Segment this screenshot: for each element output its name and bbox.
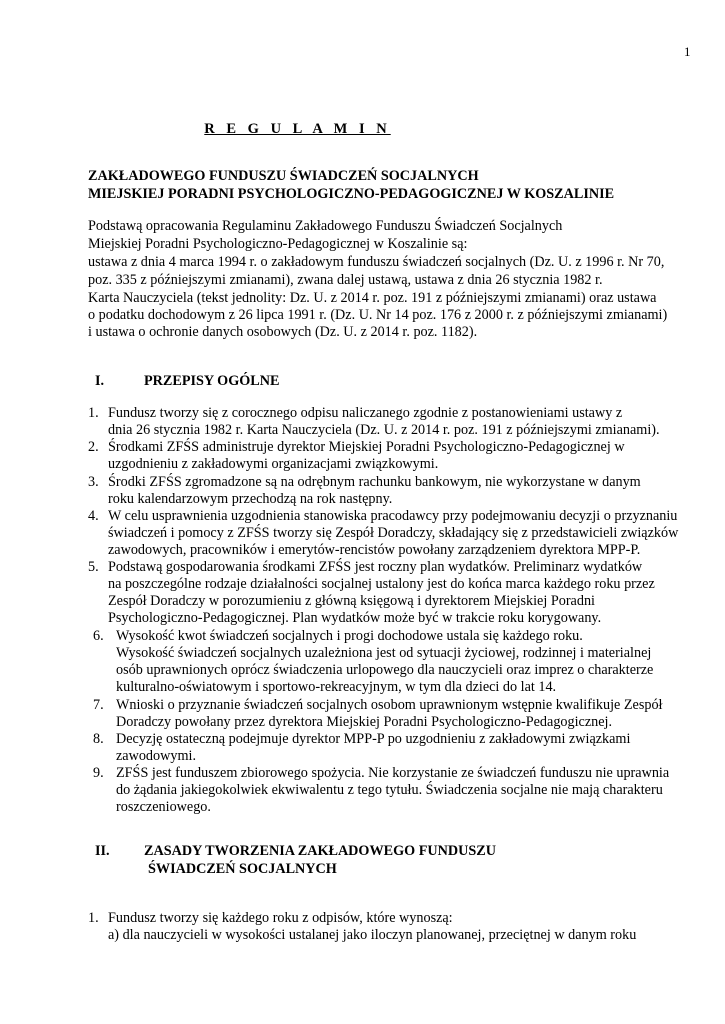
list-item-number: 1.: [88, 405, 99, 421]
intro-line: Karta Nauczyciela (tekst jednolity: Dz. U. z 2014 r. poz. 191 z późniejszymi zmianami) oraz ustawa: [88, 290, 657, 306]
list-item-text: Podstawą gospodarowania środkami ZFŚS jest roczny plan wydatków. Preliminarz wydatków: [108, 559, 643, 575]
list-item-text: ZFŚS jest funduszem zbiorowego spożycia. Nie korzystanie ze świadczeń funduszu nie uprawnia: [116, 765, 670, 781]
list-item-number: 1.: [88, 910, 99, 926]
list-item-text: Fundusz tworzy się każdego roku z odpisów, które wynoszą:: [108, 910, 453, 926]
section-2-title: ŚWIADCZEŃ SOCJALNYCH: [148, 861, 337, 877]
section-1-number: I.: [95, 373, 105, 389]
intro-line: i ustawa o ochronie danych osobowych (Dz. U. z 2014 r. poz. 1182).: [88, 324, 478, 340]
list-item-text: uzgodnieniu z zakładowymi organizacjami związkowymi.: [108, 456, 439, 472]
intro-line: poz. 335 z późniejszymi zmianami), zwana dalej ustawą, ustawa z dnia 26 stycznia 1982 r.: [88, 272, 603, 288]
list-item-text: Doradczy powołany przez dyrektora Miejskiej Poradni Psychologiczno-Pedagogicznej.: [116, 714, 613, 730]
list-item-number: 4.: [88, 508, 99, 524]
heading-line-1: ZAKŁADOWEGO FUNDUSZU ŚWIADCZEŃ SOCJALNYCH: [88, 168, 479, 184]
list-item-text: Wnioski o przyznanie świadczeń socjalnych osobom uprawnionym wstępnie kwalifikuje Zespół: [116, 697, 663, 713]
section-2-number: II.: [95, 843, 110, 859]
list-item-number: 3.: [88, 474, 99, 490]
intro-line: ustawa z dnia 4 marca 1994 r. o zakładowym funduszu świadczeń socjalnych (Dz. U. z 1996 r. Nr 70,: [88, 254, 665, 270]
list-item-text: osób uprawnionych oprócz świadczenia urlopowego dla nauczycieli oraz imprez o charakterze: [116, 662, 654, 678]
list-item-text: do żądania jakiegokolwiek ekwiwalentu z tego tytułu. Świadczenia socjalne nie mają charakteru: [116, 782, 663, 798]
list-item-number: 9.: [93, 765, 104, 781]
list-item-text: Wysokość świadczeń socjalnych uzależniona jest od sytuacji życiowej, rodzinnej i materialnej: [116, 645, 652, 661]
heading-line-2: MIEJSKIEJ PORADNI PSYCHOLOGICZNO-PEDAGOGICZNEJ W KOSZALINIE: [88, 186, 615, 202]
list-item-text: świadczeń i pomocy z ZFŚS tworzy się Zespół Doradczy, składający się z przedstawicieli związków: [108, 525, 679, 541]
document-title: R E G U L A M I N: [204, 121, 391, 137]
list-item-text: Wysokość kwot świadczeń socjalnych i progi dochodowe ustala się każdego roku.: [116, 628, 583, 644]
list-item-text: Zespół Doradczy w porozumieniu z główną księgową i dyrektorem Miejskiej Poradni: [108, 593, 595, 609]
list-item-text: zawodowymi.: [116, 748, 196, 764]
page-number: 1: [684, 44, 691, 59]
list-item-text: na poszczególne rodzaje działalności socjalnej ustalony jest do końca marca każdego roku przez: [108, 576, 655, 592]
intro-line: o podatku dochodowym z 26 lipca 1991 r. (Dz. U. Nr 14 poz. 176 z 2000 r. z późniejszymi zmianami): [88, 307, 668, 323]
list-item-text: a) dla nauczycieli w wysokości ustalanej jako iloczyn planowanej, przeciętnej w danym roku: [108, 927, 637, 943]
list-item-text: Psychologiczno-Pedagogicznej. Plan wydatków może być w trakcie roku korygowany.: [108, 610, 602, 626]
list-item-text: Decyzję ostateczną podejmuje dyrektor MPP-P po uzgodnieniu z zakładowymi związkami: [116, 731, 631, 747]
intro-line: Miejskiej Poradni Psychologiczno-Pedagogicznej w Koszalinie są:: [88, 236, 468, 252]
list-item-text: Fundusz tworzy się z corocznego odpisu naliczanego zgodnie z postanowieniami ustawy z: [108, 405, 623, 421]
list-item-text: roszczeniowego.: [116, 799, 211, 815]
list-item-number: 7.: [93, 697, 104, 713]
list-item-text: W celu usprawnienia uzgodnienia stanowiska pracodawcy przy podejmowaniu decyzji o przyznaniu: [108, 508, 678, 524]
list-item-number: 6.: [93, 628, 104, 644]
list-item-text: Środki ZFŚS zgromadzone są na odrębnym rachunku bankowym, nie wykorzystane w danym: [108, 474, 641, 490]
list-item-number: 2.: [88, 439, 99, 455]
list-item-number: 8.: [93, 731, 104, 747]
list-item-number: 5.: [88, 559, 99, 575]
list-item-text: kulturalno-oświatowym i sportowo-rekreacyjnym, w tym dla dzieci do lat 14.: [116, 679, 557, 695]
list-item-text: zawodowych, pracowników i emerytów-rencistów powołany zarządzeniem dyrektora MPP-P.: [108, 542, 641, 558]
section-2-title: ZASADY TWORZENIA ZAKŁADOWEGO FUNDUSZU: [144, 843, 496, 859]
list-item-text: roku kalendarzowym przechodzą na rok następny.: [108, 491, 393, 507]
section-1-title: PRZEPISY OGÓLNE: [144, 373, 280, 389]
intro-line: Podstawą opracowania Regulaminu Zakładowego Funduszu Świadczeń Socjalnych: [88, 218, 563, 234]
list-item-text: Środkami ZFŚS administruje dyrektor Miejskiej Poradni Psychologiczno-Pedagogicznej w: [108, 439, 625, 455]
list-item-text: dnia 26 stycznia 1982 r. Karta Nauczyciela (Dz. U. z 2014 r. poz. 191 z późniejszymi zmianami).: [108, 422, 660, 438]
